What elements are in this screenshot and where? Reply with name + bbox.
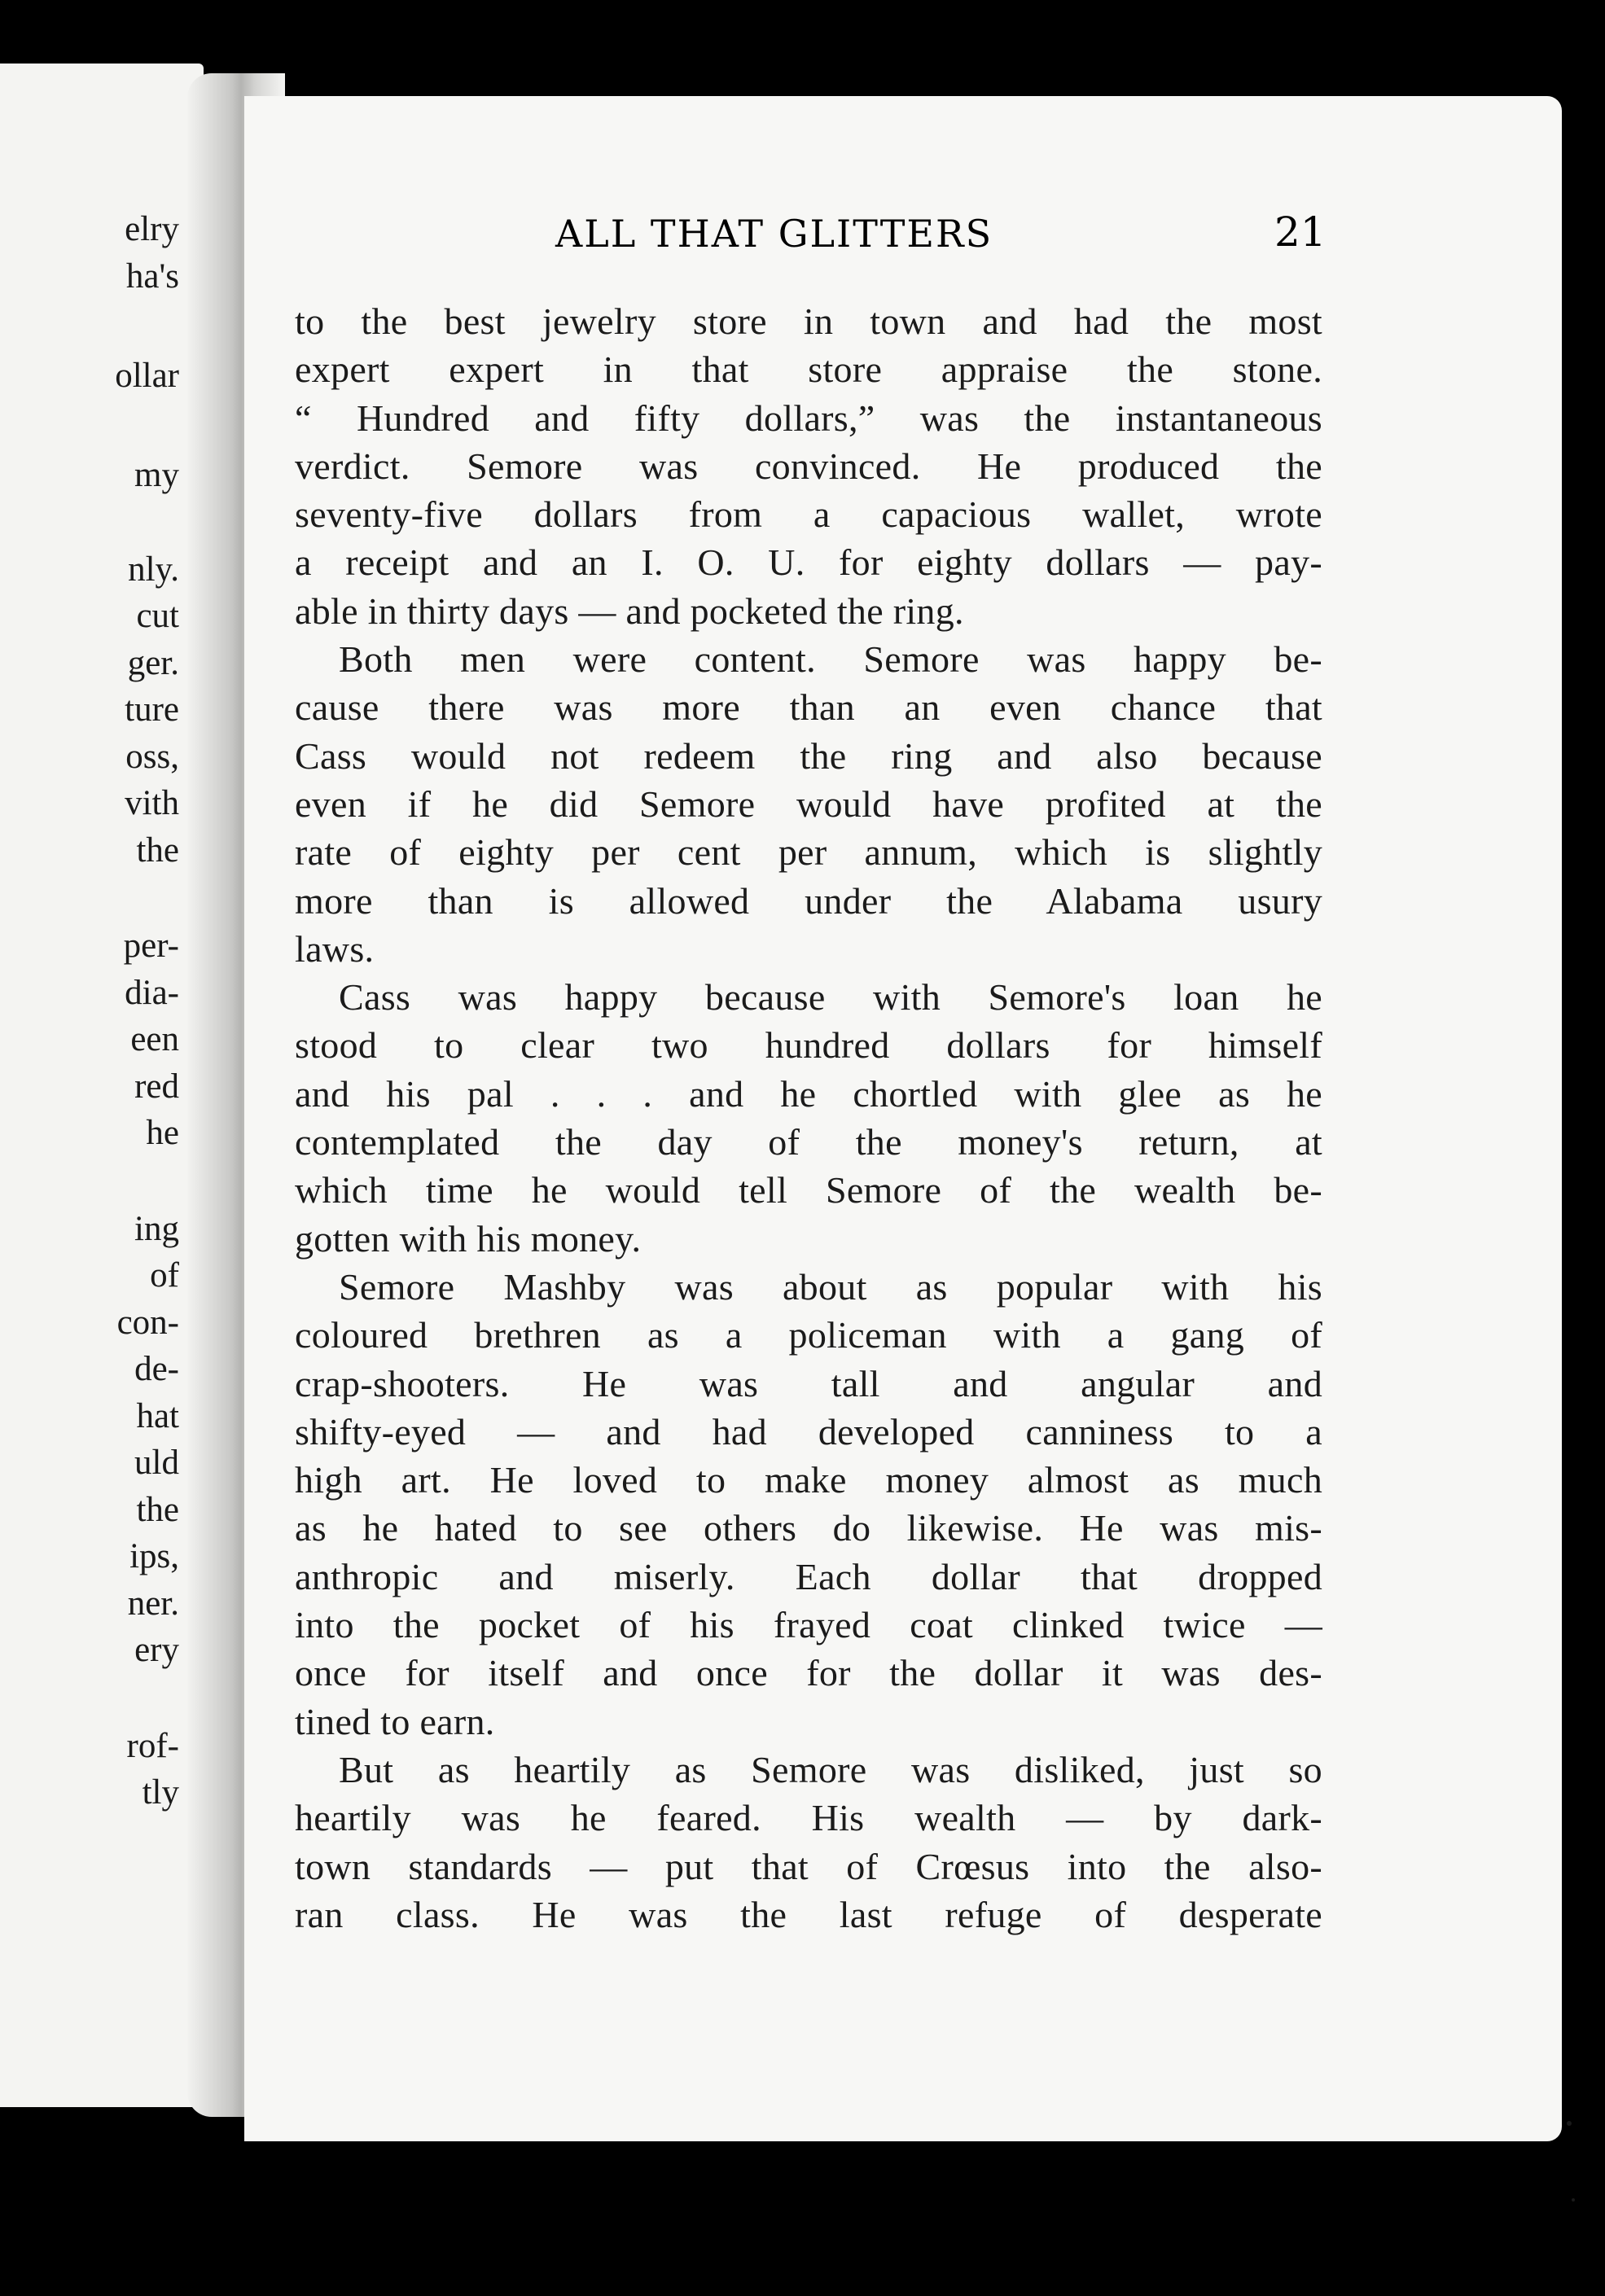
text-line: But as heartily as Semore was disliked, just so (339, 1748, 1322, 1790)
left-page-fragment: uld (134, 1444, 179, 1482)
text-line: laws. (295, 927, 375, 970)
text-line: as he hated to see others do likewise. He was mis- (295, 1507, 1322, 1549)
text-line: gotten with his money. (295, 1217, 642, 1260)
left-page-fragment: he (146, 1114, 179, 1152)
text-line: a receipt and an I. O. U. for eighty dollars — pay- (295, 541, 1322, 584)
text-line: Semore Mashby was about as popular with his (339, 1265, 1322, 1308)
left-page-fragment: oss, (125, 738, 179, 776)
text-line: crap-shooters. He was tall and angular and (295, 1362, 1322, 1404)
left-page-fragment: rof- (126, 1727, 179, 1765)
left-page-fragment: ha's (125, 257, 179, 296)
text-line: cause there was more than an even chance that (295, 686, 1322, 729)
left-page-fragment: of (150, 1256, 179, 1295)
page-body-text (295, 297, 1322, 1939)
text-line: Cass was happy because with Semore's loan he (339, 976, 1322, 1019)
text-line: anthropic and miserly. Each dollar that dropped (295, 1555, 1322, 1597)
left-page-fragment: ollar (115, 357, 179, 395)
left-page-fragment: ner. (127, 1584, 179, 1623)
scan-speck (1567, 2121, 1572, 2126)
text-line: ran class. He was the last refuge of desperate (295, 1893, 1322, 1935)
text-line: expert expert in that store appraise the stone. (295, 348, 1322, 391)
text-line: heartily was he feared. His wealth — by dark- (295, 1797, 1322, 1839)
text-line: able in thirty days — and pocketed the ring. (295, 589, 964, 632)
left-page-fragment: de- (134, 1350, 179, 1388)
text-line: stood to clear two hundred dollars for himself (295, 1024, 1322, 1067)
text-line: coloured brethren as a policeman with a gang of (295, 1314, 1322, 1356)
left-page-fragment: ery (134, 1631, 179, 1669)
left-facing-page (0, 64, 204, 2107)
text-line: verdict. Semore was convinced. He produced the (295, 445, 1322, 487)
text-line: contemplated the day of the money's return, at (295, 1121, 1322, 1163)
left-page-fragment: per- (123, 927, 179, 965)
left-page-fragment: vith (125, 784, 179, 822)
left-page-fragment: dia- (125, 974, 179, 1012)
text-line: Cass would not redeem the ring and also because (295, 734, 1322, 777)
left-page-fragment: cut (136, 597, 179, 635)
left-page-fragment: hat (136, 1397, 179, 1435)
text-line: into the pocket of his frayed coat clinked twice — (295, 1604, 1322, 1646)
text-line: shifty-eyed — and had developed canniness to a (295, 1410, 1322, 1453)
left-page-fragment: ips, (129, 1537, 179, 1575)
running-title: ALL THAT GLITTERS (555, 212, 993, 256)
text-line: tined to earn. (295, 1700, 495, 1742)
left-page-fragment: nly. (128, 550, 179, 589)
left-page-fragment: con- (116, 1304, 179, 1342)
text-line: Both men were content. Semore was happy be- (339, 638, 1322, 681)
left-page-fragment: red (134, 1067, 179, 1106)
text-line: to the best jewelry store in town and had the most (295, 300, 1322, 342)
text-line: and his pal . . . and he chortled with glee as he (295, 1072, 1322, 1115)
text-line: high art. He loved to make money almost as much (295, 1459, 1322, 1501)
left-page-fragment: tly (142, 1773, 179, 1812)
scan-speck (1572, 2198, 1575, 2202)
left-page-fragment: ture (125, 690, 179, 729)
text-line: seventy-five dollars from a capacious wallet, wrote (295, 493, 1322, 536)
text-line: once for itself and once for the dollar it was des- (295, 1652, 1322, 1694)
text-line: more than is allowed under the Alabama usury (295, 879, 1322, 922)
left-page-fragment: ger. (127, 644, 179, 682)
left-page-fragment: ing (134, 1210, 179, 1248)
text-line: town standards — put that of Crœsus into the also- (295, 1845, 1322, 1887)
left-page-fragment: elry (125, 210, 179, 248)
text-line: “ Hundred and fifty dollars,” was the instantaneous (295, 397, 1322, 439)
left-page-fragment: the (136, 1491, 179, 1529)
page-number: 21 (1274, 208, 1327, 256)
left-page-fragment: my (134, 456, 179, 494)
left-page-fragment: een (130, 1020, 179, 1058)
text-line: which time he would tell Semore of the wealth be- (295, 1169, 1322, 1212)
left-page-fragment: the (136, 831, 179, 870)
text-line: even if he did Semore would have profited at the (295, 782, 1322, 825)
text-line: rate of eighty per cent per annum, which is slightly (295, 831, 1322, 874)
